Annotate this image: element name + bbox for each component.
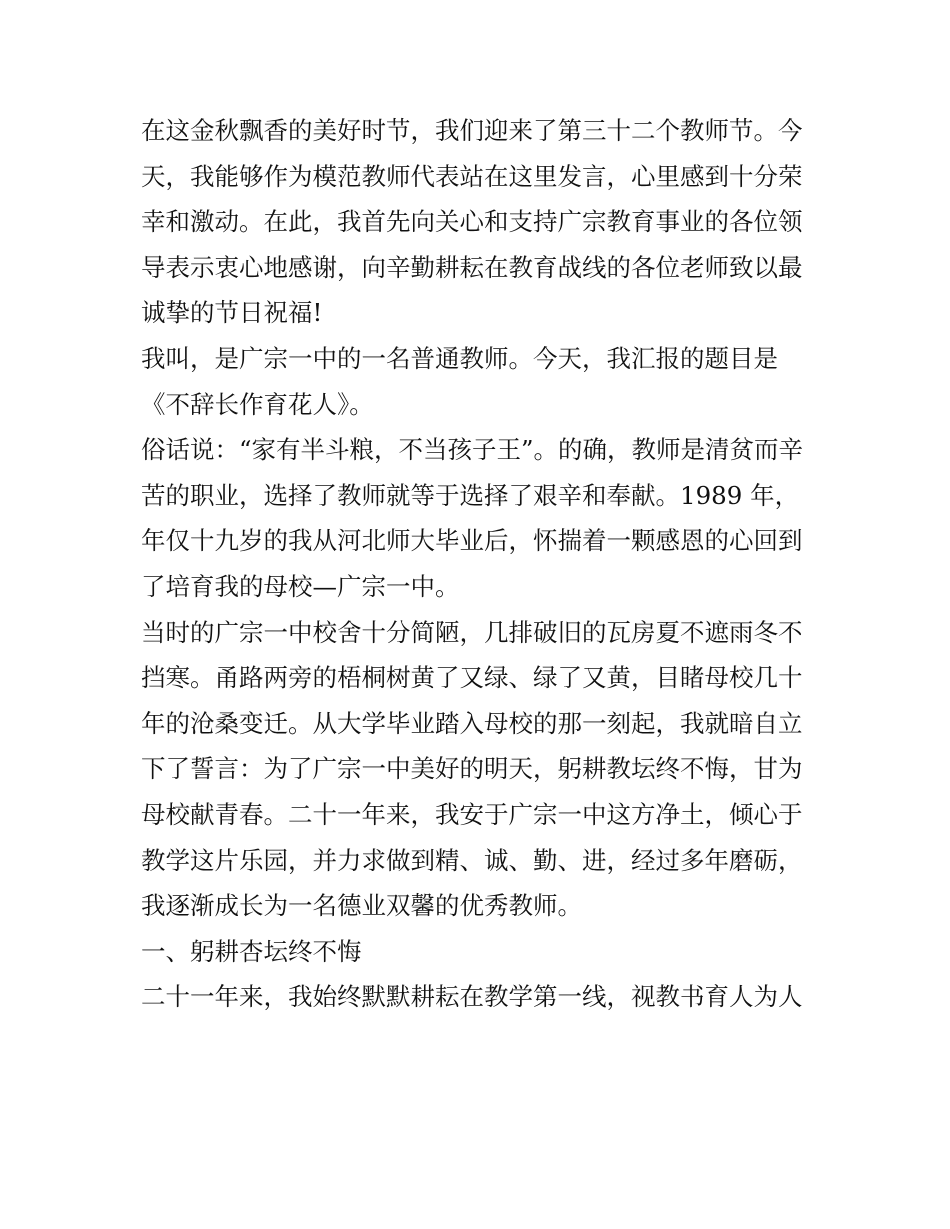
document-text-body (141, 108, 821, 1020)
text-line: 母校献青春。二十一年来，我安于广宗一中这方净土，倾心于 (141, 799, 803, 829)
text-line: 导表示衷心地感谢，向辛勤耕耘在教育战线的各位老师致以最 (141, 252, 803, 282)
text-line: 教学这片乐园，并力求做到精、诚、勤、进，经过多年磨砺， (141, 845, 803, 875)
section-heading: 一、躬耕杏坛终不悔 (141, 936, 362, 966)
text-line: 了培育我的母校—广宗一中。 (141, 571, 460, 601)
text-line: 苦的职业，选择了教师就等于选择了艰辛和奉献。1989 年， (141, 480, 800, 510)
text-line: 俗话说：“家有半斗粮，不当孩子王”。的确，教师是清贫而辛 (141, 435, 804, 465)
text-line: 诚挚的节日祝福! (141, 298, 323, 328)
text-line: 《不辞长作育花人》。 (141, 389, 374, 419)
text-line: 年仅十九岁的我从河北师大毕业后，怀揣着一颗感恩的心回到 (141, 526, 803, 556)
text-line: 我逐渐成长为一名德业双馨的优秀教师。 (141, 891, 582, 921)
text-line: 幸和激动。在此，我首先向关心和支持广宗教育事业的各位领 (141, 207, 803, 237)
text-line: 二十一年来，我始终默默耕耘在教学第一线，视教书育人为人 (141, 982, 803, 1012)
text-line: 当时的广宗一中校舍十分简陋，几排破旧的瓦房夏不遮雨冬不 (141, 617, 803, 647)
text-line: 我叫，是广宗一中的一名普通教师。今天，我汇报的题目是 (141, 343, 778, 373)
text-line: 天，我能够作为模范教师代表站在这里发言，心里感到十分荣 (141, 161, 803, 191)
text-line: 年的沧桑变迁。从大学毕业踏入母校的那一刻起，我就暗自立 (141, 708, 803, 738)
text-line: 挡寒。甬路两旁的梧桐树黄了又绿、绿了又黄，目睹母校几十 (141, 663, 803, 693)
text-line: 在这金秋飘香的美好时节，我们迎来了第三十二个教师节。今 (141, 116, 803, 145)
text-line: 下了誓言：为了广宗一中美好的明天，躬耕教坛终不悔，甘为 (141, 754, 803, 784)
